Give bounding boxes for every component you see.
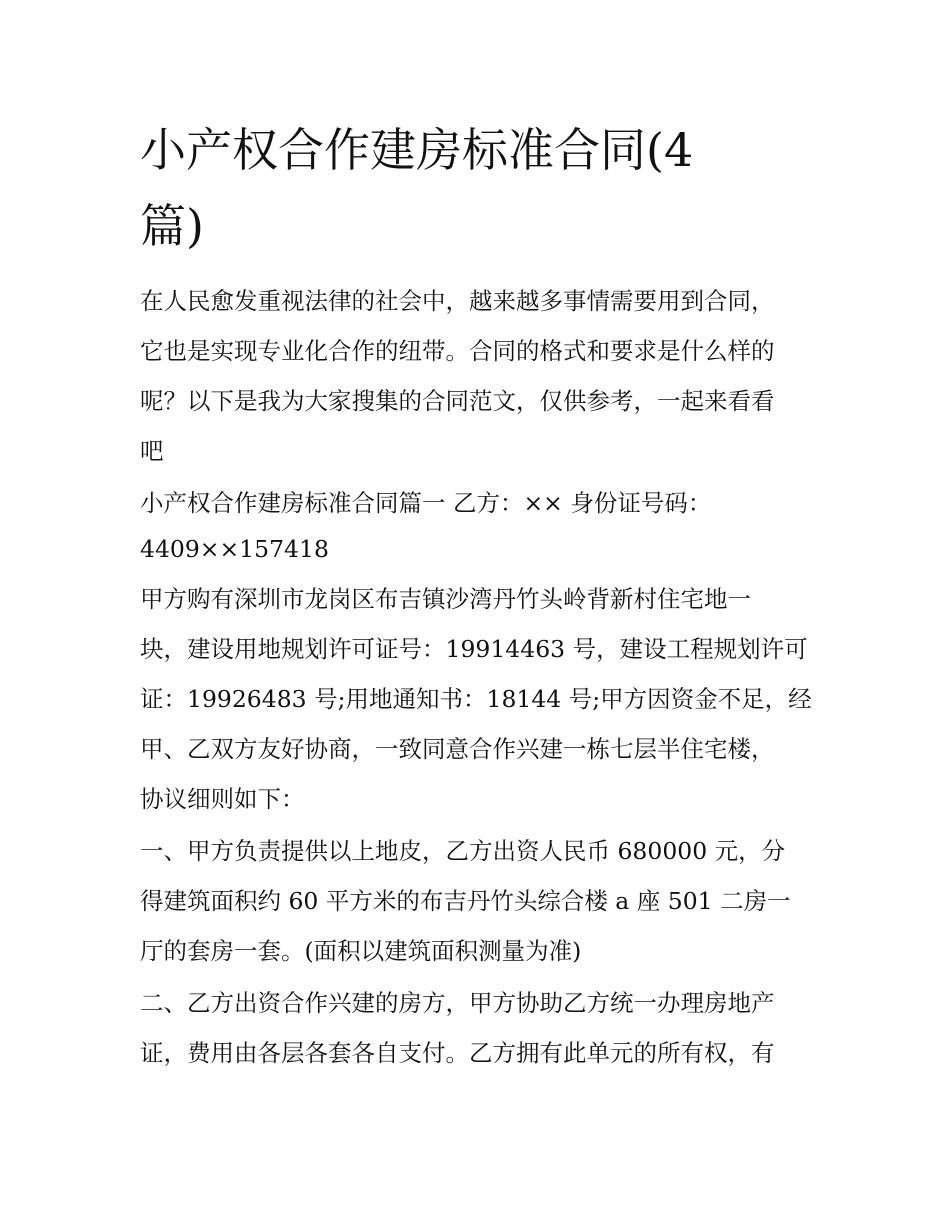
text-line: 在人民愈发重视法律的社会中，越来越多事情需要用到合同， [140,287,775,315]
text-line: 甲、乙双方友好协商，一致同意合作兴建一栋七层半住宅楼， [140,735,775,763]
text-line: 呢？以下是我为大家搜集的合同范文，仅供参考，一起来看看 [140,387,775,415]
text-line: 厅的套房一套。(面积以建筑面积测量为准) [140,937,582,965]
text-line: 得建筑面积约 60 平方米的布吉丹竹头综合楼 a 座 501 二房一 [140,887,791,915]
intro-paragraph [140,276,820,476]
text-line: 证，费用由各层各套各自支付。乙方拥有此单元的所有权，有 [140,1039,775,1067]
title-line: 小产权合作建房标准合同(4 [140,123,694,177]
text-line: 小产权合作建房标准合同篇一 乙方：×× 身份证号码： [140,489,712,517]
text-line: 一、甲方负责提供以上地皮，乙方出资人民币 680000 元，分 [140,837,786,865]
text-line: 4409××157418 [140,535,329,563]
text-line: 证：19926483 号;用地通知书：18144 号;甲方因资金不足，经 [140,685,812,713]
text-line: 块，建设用地规划许可证号：19914463 号，建设工程规划许可 [140,635,808,663]
paragraph-2 [140,826,820,976]
text-line: 甲方购有深圳市龙岗区布吉镇沙湾丹竹头岭背新村住宅地一 [140,585,751,613]
section-heading [140,480,820,572]
text-line: 它也是实现专业化合作的纽带。合同的格式和要求是什么样的 [140,337,775,365]
paragraph-3 [140,978,820,1078]
text-line: 吧 [140,437,164,465]
paragraph-1 [140,574,820,824]
document-title [140,112,780,264]
text-line: 二、乙方出资合作兴建的房方，甲方协助乙方统一办理房地产 [140,989,775,1017]
title-line: 篇) [140,199,204,253]
text-line: 协议细则如下： [140,785,305,813]
